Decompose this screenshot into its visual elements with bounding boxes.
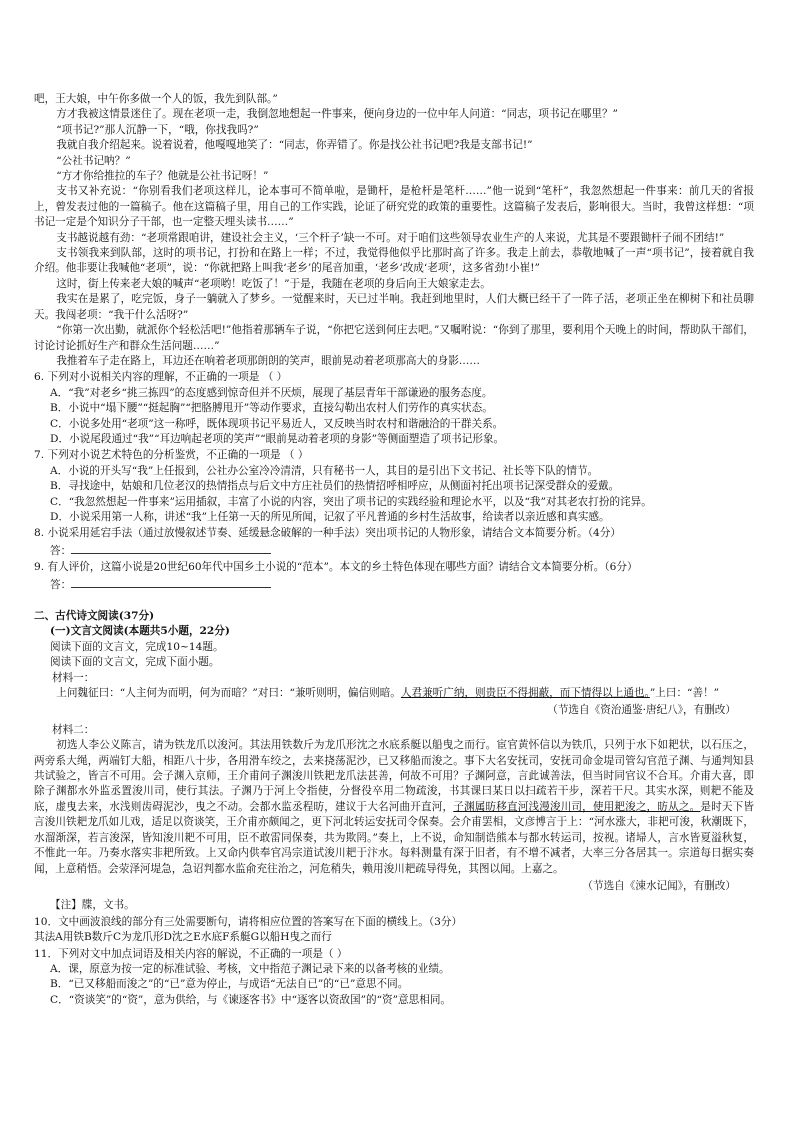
answer-line[interactable] (71, 542, 271, 554)
question-10 (34, 915, 754, 946)
question-stem: 7. 下列对小说艺术特色的分析鉴赏，不正确的一项是 （ ） (34, 449, 309, 462)
answer-area[interactable] (34, 576, 754, 593)
novel-paragraph: “方才你给推拉的车子？他就是公社书记呀！” (56, 170, 269, 183)
question-6 (34, 370, 754, 447)
source-note: （节选自《涑水记闻》，有删改） (582, 879, 736, 892)
underlined-sentence: 子渊属昉移直河浅漫浚川司，使用耙浚之，昉从之。 (453, 800, 701, 813)
novel-paragraph: 支书又补充说：“你别看我们老项这样儿，论本事可不简单啦，是锄杆，是枪杆是笔杆……”他一说到“笔杆”，我忽然想起一件事来：前几天的省报上，曾发表过他的一篇稿子。他在这篇稿子里，用自己的工作实践，论证了研究党的政策的重要性。这篇稿子发表后，影响很大。当时，我曾这样想：“项书记一定是个知识分子干部，也一定整天埋头读书……” (34, 185, 754, 229)
question-11 (34, 947, 754, 1009)
source-note: （节选自《资治通鉴·唐纪八》，有删改） (547, 704, 736, 717)
novel-paragraph: “项书记?”那人沉静一下，“哦，你找我吗?” (56, 123, 259, 136)
question-stem: 10．文中画波浪线的部分有三处需要断句，请将相应位置的答案写在下面的横线上。（3分） (34, 915, 463, 928)
answer-label: 答： (50, 578, 72, 591)
subsection-heading: (一)文言文阅读(本题共5小题，22分) (50, 625, 230, 638)
section-heading: 二、古代诗文阅读(37分) (34, 610, 155, 622)
novel-paragraph: 我推着车子走在路上，耳边还在响着老项那朗朗的笑声，眼前晃动着老项那高大的身影…… (56, 354, 480, 367)
option-b[interactable]: B．“已又移船而浚之”的“已”意为停止，与成语“无法自已”的“已”意思不同。 (50, 978, 409, 991)
option-a[interactable]: A．小说的开头写“我”上任报到，公社办公室冷冷清清，只有秘书一人，其目的是引出下文书记、社长等下队的情节。 (50, 464, 599, 477)
novel-paragraph: “你第一次出勤，就派你个轻松活吧!”他指着那辆车子说，“你把它送到何庄去吧。”又嘱咐说：“你到了那里，要利用个天晚上的时间，帮助队干部们，讨论讨论抓好生产和群众生活问题……” (34, 324, 754, 352)
novel-paragraph: 我实在是累了，吃完饭，身子一躺就入了梦乡。一觉醒来时，天已过半响。我赶到地里时，人们大概已经干了一阵子活，老项正坐在柳树下和社员聊天。我闯老项：“我干什么活呀?” (34, 293, 754, 321)
question-stem: 6. 下列对小说相关内容的理解，不正确的一项是 （ ） (34, 371, 288, 384)
answer-area[interactable] (34, 542, 754, 559)
material-label: 材料二： (52, 723, 95, 736)
question-7 (34, 448, 754, 525)
novel-excerpt (34, 92, 754, 369)
instruction: 阅读下面的文言文，完成下面小题。 (50, 656, 220, 669)
novel-paragraph: 支书领我来到队部，这时的项书记，打扮和在路上一样；不过，我觉得他似乎比那时高了许多。我走上前去，恭敬地喊了一声“项书记”，接着就自我介绍。他非要让我喊他“老项”，说：“你就把路上叫我‘老乡’的尾音加重，‘老乡’改成‘老项’，这多省劲!小崔!” (34, 247, 754, 275)
question-stem: 8. 小说采用延宕手法（通过放慢叙述节奏、延缓悬念破解的一种手法）突出项书记的人物形象，请结合文本简要分析。（4分） (34, 527, 621, 540)
question-8 (34, 526, 754, 559)
material-label: 材料一： (52, 671, 95, 684)
question-stem: 11．下列对文中加点词语及相关内容的解说，不正确的一项是（ ） (34, 947, 348, 960)
sentence-options: 其法A用铁B数斤C为龙爪形D沈之E水底F系艇G以船H曳之而行 (34, 931, 332, 944)
option-a[interactable]: A．“我”对老乡“挑三拣四”的态度感到惊奇但并不厌烦，展现了基层青年干部谦逊的服务态度。 (50, 386, 493, 399)
option-b[interactable]: B．寻找途中，姑娘和几位老汉的热情指点与后文中方庄社员们的热情招呼相呼应，从侧面衬托出项书记深受群众的爱戴。 (50, 480, 620, 493)
question-stem: 9. 有人评价，这篇小说是20世纪60年代中国乡土小说的“范本”。本文的乡土特色体现在哪些方面？请结合文本简要分析。（6分） (34, 561, 638, 574)
material-two-text (34, 738, 754, 877)
page-content (34, 92, 754, 1008)
text-segment: 初选人李公义陈言，请为铁龙爪以浚河。其法用铁数斤为龙爪形沈之水底系艇以船曳之而行。宦官黄怀信以为铁爪，只列于水下如耙状，以石压之，两旁系大绳，两端钉大船，相距八十步，各用滑车绞之，去来挠荡泥沙，已又移船而浚之。事下大名安抚司，安抚司命金堤司管勾官范子渊、与通判知县共试验之，皆言不可用。会子渊入京师，王介甫问子渊浚川铁耙龙爪法甚善，何故不可用？子渊阿意，言此诚善法，但当时同官议不合耳。介甫大喜，即除子渊都水外监丞置浚川司，使行其法。子渊乃于河上令指使，分督役卒用二物疏浚，书其课曰某日以扫疏若干步，深若干尺。其实水深，则耙不能及底，虚曳去来，水浅则齿碍泥沙，曳之不动。会都水监丞程昉，建议于大名河曲开直河， (34, 739, 754, 813)
novel-paragraph: 吧，王大娘，中午你多做一个人的饭，我先到队部。” (34, 93, 278, 105)
material-one-text (34, 686, 754, 701)
option-c[interactable]: C．小说多处用“老项”这一称呼，既体现项书记平易近人，又反映当时农村和谐融洽的干群关系。 (50, 417, 504, 430)
option-d[interactable]: D．小说采用第一人称，讲述“我”上任第一天的所见所闻，记叙了平凡普通的乡村生活故事，给读者以亲近感和真实感。 (50, 510, 610, 523)
text-segment: 是时天下皆言浚川铁耙龙爪如儿戏，适足以资谈笑，王介甫亦颇闻之，更下河北转运安抚司令保奏。会介甫罢相，文彦博言于上：“河水涨大，非耙可浚，秋潮既下，水溜渐深，若言浚深，皆知浚川耙不可用，臣不敢雷同保奏，共为欺罔。”奏上，上不说，命知制诰熊本与都水转运司，按视。诸埽人，言水皆夏溢秋复，不惟此一年。乃奏水落实非耙所致。上又命内供奉官冯宗道试浚川耙于汴水。每料测量有深于旧者，有不增不减者，大率三分各居其一。宗道每日据实奏闻，上意稍悟。会荥泽河堤急，急诏判都水监俞充往治之，河危稍失，赖用浚川耙疏导得免，其图以闻。上嘉之。 (34, 800, 755, 875)
novel-paragraph: 我就自我介绍起来。说着说着，他嘎嘎地笑了：“同志，你弄错了。你是找公社书记吧?我是支部书记!” (56, 139, 533, 152)
option-c[interactable]: C．“我忽然想起一件事来”运用插叙，丰富了小说的内容，突出了项书记的实践经验和理论水平，以及“我”对其老农打扮的诧异。 (50, 495, 652, 508)
option-d[interactable]: D．小说尾段通过“我”“耳边响起老项的笑声”“眼前晃动着老项的身影”等侧面塑造了项书记形象。 (50, 432, 505, 445)
novel-paragraph: 方才我被这情景迷住了。现在老项一走，我倒忽地想起一件事来，便向身边的一位中年人问道：“同志，项书记在哪里？” (56, 108, 618, 121)
text-segment: ”上曰：“善！” (649, 687, 720, 700)
instruction: 阅读下面的文言文，完成10~14题。 (50, 640, 224, 653)
answer-label: 答： (50, 544, 72, 557)
text-segment: 上问魏征曰：“人主何为而明，何为而暗？”对曰：“兼听则明，偏信则暗。 (56, 687, 401, 700)
answer-line[interactable] (71, 576, 271, 588)
option-a[interactable]: A．课，原意为按一定的标准试验、考核，文中指范子渊记录下来的以备考核的业绩。 (50, 962, 450, 975)
option-c[interactable]: C．“资谈笑”的“资”，意为供给，与《谏逐客书》中“逐客以资敌国”的“资”意思相同。 (50, 993, 452, 1006)
option-b[interactable]: B．小说中“塌下腰”“挺起胸”“把胳膊甩开”等动作要求，直接勾勒出农村人们劳作的真实状态。 (50, 402, 493, 415)
underlined-sentence: 人君兼听广纳，则贵臣不得拥蔽，而下情得以上通也。 (400, 687, 650, 700)
question-9 (34, 560, 754, 593)
footnote: 【注】牒，文书。 (50, 899, 135, 912)
novel-paragraph: “公社书记呐？” (56, 154, 131, 167)
novel-paragraph: 支书越说越有劲：“老项常跟咱讲，建设社会主义，‘三个杆子’缺一不可。对于咱们这些领导农业生产的人来说，尤其是不要跟锄杆子闹不团结!” (56, 231, 725, 244)
novel-paragraph: 这时，街上传来老大娘的喊声“老项哟！吃饭了！”于是，我随在老项的身后向王大娘家走去。 (56, 277, 491, 290)
